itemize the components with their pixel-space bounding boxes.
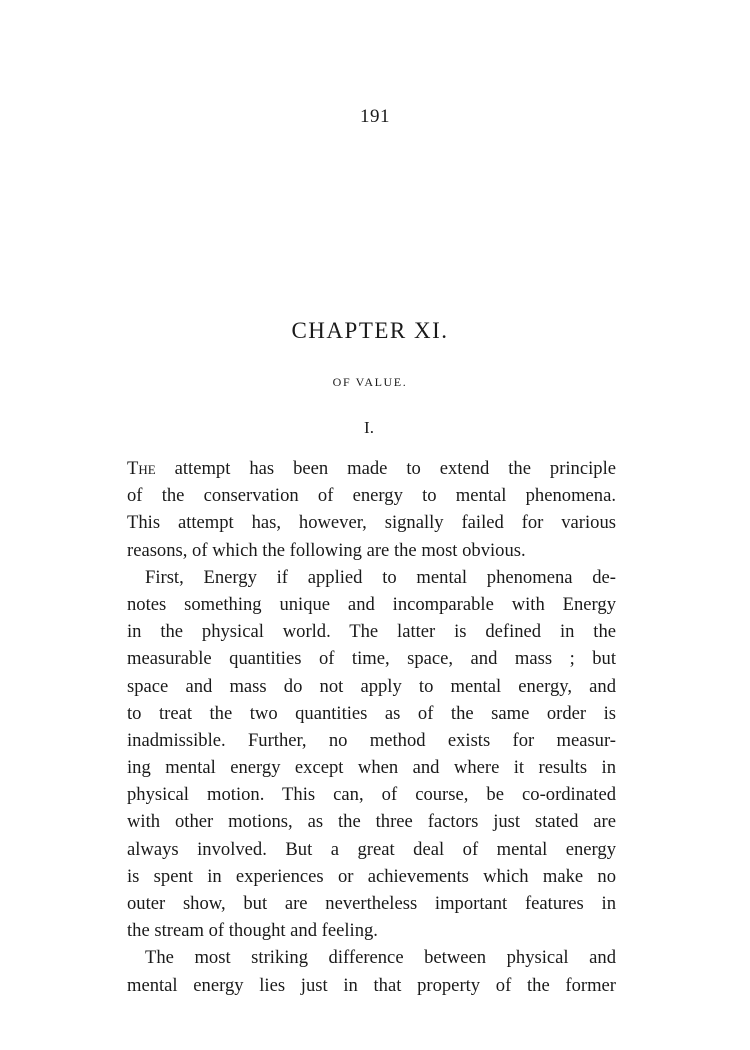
body-line: measurable quantities of time, space, and mass ; but xyxy=(127,648,616,670)
body-text xyxy=(127,455,616,999)
line-text: attempt has been made to extend the principle xyxy=(155,458,616,479)
body-line: outer show, but are nevertheless important features in xyxy=(127,893,616,914)
body-line: to treat the two quantities as of the same order is xyxy=(127,702,616,724)
body-line: always involved. But a great deal of mental energy xyxy=(127,838,616,860)
lead-word: The xyxy=(127,458,156,479)
body-line: notes something unique and incomparable with Energy xyxy=(127,593,616,615)
body-line: reasons, of which the following are the most obvious. xyxy=(127,539,526,561)
chapter-subtitle: OF VALUE. xyxy=(332,375,408,389)
body-line: inadmissible. Further, no method exists for measur- xyxy=(127,729,616,751)
body-line: of the conservation of energy to mental phenomena. xyxy=(127,485,616,507)
chapter-title: CHAPTER XI. xyxy=(291,318,449,343)
body-line: space and mass do not apply to mental energy, and xyxy=(127,675,616,697)
section-number: I. xyxy=(364,418,374,437)
body-line: First, Energy if applied to mental phenomena de- xyxy=(145,566,616,588)
body-line: with other motions, as the three factors just stated are xyxy=(127,811,616,833)
body-line: the stream of thought and feeling. xyxy=(127,920,378,942)
page-number: 191 xyxy=(360,106,390,127)
body-line: This attempt has, however, signally failed for various xyxy=(127,512,616,534)
body-line: The most striking difference between physical and xyxy=(145,947,616,969)
body-line: is spent in experiences or achievements which make no xyxy=(127,865,616,887)
body-line: mental energy lies just in that property of the former xyxy=(127,974,616,996)
body-line: ing mental energy except when and where it results in xyxy=(127,757,616,779)
body-line: in the physical world. The latter is defined in the xyxy=(127,621,616,643)
body-line: physical motion. This can, of course, be co-ordinated xyxy=(127,784,616,806)
body-line xyxy=(127,455,616,482)
